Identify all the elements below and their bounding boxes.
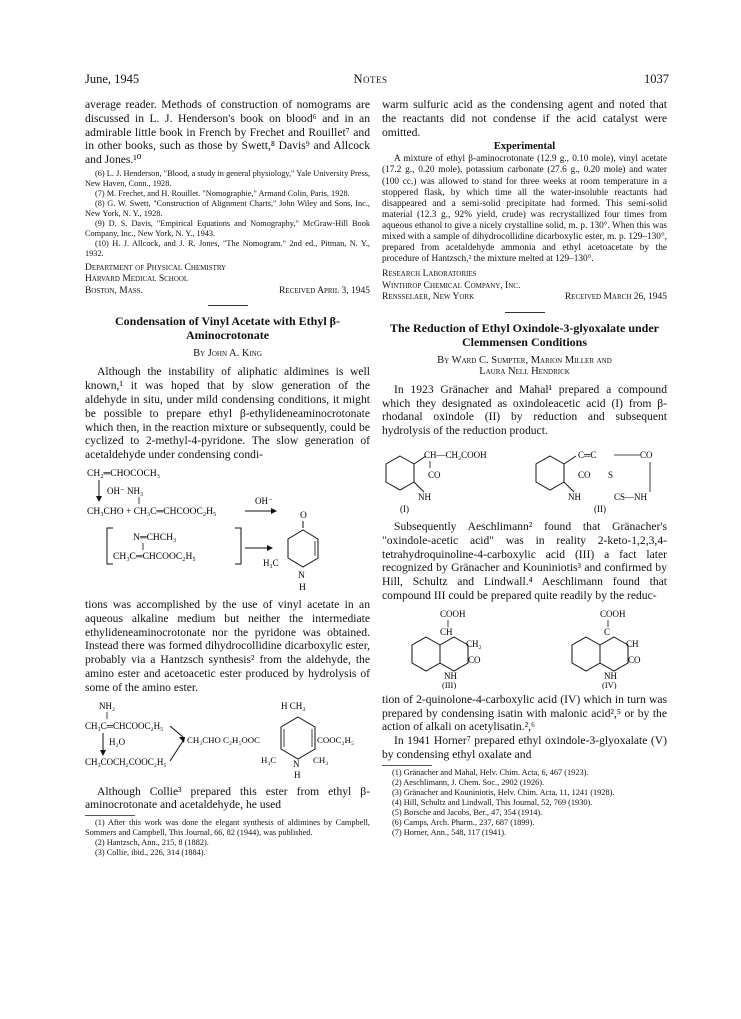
group-label: NH [604,670,617,681]
page-number: 1037 [644,72,669,86]
atom-label: H₃C [263,558,279,569]
atom-label: N [293,758,300,769]
reagent-label: OH⁻ NH₃ [107,486,144,497]
paragraph: Although the instability of aliphatic aldimines is well known,¹ it was hoped that by slow generation of the aldehyde in situ, under mild condensing conditions, it might be possible to prepare ethyl β-ethylideneaminocrotonate which then, in the reaction mixture or subsequently, could be cyclized to 2-methyl-4-pyridone. The slow generation of acetaldehyde under condensing condi- [85,365,370,462]
affiliation-line: Rensselaer, New York [382,292,475,303]
paragraph: Although Collie³ prepared this ester from ethyl β-aminocrotonate and acetaldehyde, he used [85,784,370,812]
reference: (9) D. S. Davis, "Empirical Equations and Nomography," McGraw-Hill Book Company, Inc., New York, N. Y., 1943. [85,218,370,238]
received-date: Received April 3, 1945 [278,285,370,296]
author-line: By John A. King [193,348,262,360]
reference: (3) Collie, ibid., 226, 314 (1884). [95,848,206,858]
reference: (7) M. Frechet, and H. Rouillet. "Nomographie," Armand Colin, Paris, 1928. [95,188,350,198]
affiliation [85,263,370,298]
paragraph: average reader. Methods of construction of nomograms are discussed in L. J. Henderson's book on blood⁶ and in an admirable little book in French by Frechet and Rouillet⁷ and in other books, such as those by Swett,⁸ Davis⁹ and Allcock and Jones.¹⁰ [85,98,370,167]
group-label: NH [418,492,431,503]
formula: H CH₃ [281,700,306,711]
formula: N═CHCH₃ [133,533,177,544]
running-date: June, 1945 [85,72,140,86]
reference: (8) G. W. Swett, "Construction of Alignment Charts," John Wiley and Sons, Inc., New York, N. Y., 1928. [85,198,370,218]
atom-label: H [299,583,306,594]
formula: CH₃CHO + CH₃C═CHCOOC₂H₅ [87,507,217,518]
compound-label: (I) [400,504,409,515]
formula: CH₃COCH₂COOC₂H₅ [85,756,167,767]
group-label: CO [428,470,441,481]
reference: (1) After this work was done the elegant synthesis of aldimines by Campbell, Sommers and Campbell, This Journal, 66, 82 (1944), was published. [85,818,370,838]
author-line: Laura Nell Hendrick [479,365,570,377]
reference: (6) L. J. Henderson, "Blood, a study in general physiology," Yale University Press, New Haven, Conn., 1928. [85,168,370,188]
group-label: CO [578,470,591,481]
formula: CH₃C═CHCOOC₂H₅ [85,720,164,731]
reference: (1) Gränacher and Mahal, Helv. Chim. Acta, 6, 467 (1923). [392,767,589,777]
paragraph: warm sulfuric acid as the condensing agent and noted that the reactants did not condense if the acid catalyst were omitted. [382,98,667,139]
paragraph: tions was accomplished by the use of vinyl acetate in an aqueous alkaline medium but neither the intermediate ethylideneaminocrotonate nor the pyridone was obtained. Instead there was formed dihydrocollidine dicarboxylic ester, probably via a Hantzsch synthesis² from the aldehyde, the amino ester and acetoacetic ester produced by hydrolysis of some of the amino ester. [85,598,370,694]
reaction-scheme-2 [85,699,370,781]
group-label: CO [640,450,653,461]
paragraph: Subsequently Aeschlimann² found that Gränacher's "oxindole-acetic acid" was in reality 2-keto-1,2,3,4-tetrahydroquinoline-4-carboxylic acid (III) a fact later recognized by Gränacher and Kouniniotis³ and confirmed by Hill, Schultz and Lindwall.⁴ Aeschlimann found that compound III could be prepared quite readily by the reduc- [382,520,667,602]
group-label: C═C [578,450,597,461]
structures-III-IV [382,607,667,689]
group-label: CO [468,654,481,665]
group-label: CH—CH₂COOH [424,450,487,461]
author-line: By Ward C. Sumpter, Marion Miller and [437,354,612,366]
atom-label: CH₃ [313,754,329,765]
paragraph: In 1941 Horner⁷ prepared ethyl oxindole-3-glyoxalate (V) by condensing ethyl oxalate and [382,734,667,761]
atom-label: N [298,571,305,582]
received-date: Received March 26, 1945 [564,292,667,303]
experimental-text: A mixture of ethyl β-aminocrotonate (12.9 g., 0.10 mole), vinyl acetate (17.2 g., 0.20 mole), potassium carbonate (27.6 g., 0.20 mole) and water (100 cc.) was allowed to stand for three weeks at room temperature in a stoppered flask, by which time all the water-insoluble reactants had disappeared and a semi-solid precipitate had formed. This semi-solid material (12.3 g., 92% yield, crude) was recrystallized four times from aqueous ethanol to give a nicely crystalline solid, m. p. 130°. When this was mixed with a sample of dihydrocollidine dicarboxylic ester, m. p. 129–130°, prepared from acetaldehyde ammonia and ethyl acetoacetate by the procedure of Hantzsch,² the mixture melted at 129–130°. [382,154,667,265]
affiliation-line: Harvard Medical School [85,274,189,285]
compound-label: (IV) [602,679,617,689]
paragraph: In 1923 Gränacher and Mahal¹ prepared a compound which they designated as oxindoleacetic acid (I) from β-rhodanal oxindole (II) by reduction and subsequent hydrolysis of the reduction product. [382,382,667,438]
paragraph: tion of 2-quinolone-4-carboxylic acid (IV) which in turn was prepared by condensing isatin with malonic acid²,⁵ or by the action of alkali on acetylisatin.²,⁶ [382,692,667,734]
right-column [382,98,667,838]
group-label: NH [568,492,581,503]
group-label: C [604,626,611,637]
atom-label: O [300,511,307,522]
group-label: CS—NH [614,492,648,503]
formula: CH₂═CHOCOCH₃ [87,469,161,480]
atom-label: H₃C [261,754,277,765]
reference: (2) Hantzsch, Ann., 215, 8 (1882). [95,838,209,848]
affiliation [382,269,667,304]
group-label: CH₂ [466,638,482,649]
group-label: COOH [440,608,466,619]
reference: (2) Aeschlimann, J. Chem. Soc., 2902 (1926). [392,777,545,787]
reference: (7) Horner, Ann., 548, 117 (1941). [392,827,507,837]
section-heading: Experimental [493,141,556,153]
group-label: NH [444,670,457,681]
formula: CH₃C═CHCOOC₂H₅ [113,552,196,563]
left-column [85,98,370,858]
atom-label: H [294,769,301,780]
affiliation-line: Research Laboratories [382,269,477,280]
reaction-scheme-1 [85,466,370,594]
article-title: The Reduction of Ethyl Oxindole-3-glyoxalate under Clemmensen Conditions [389,320,659,349]
structures-I-II [382,442,667,516]
footnotes [85,169,370,259]
reference: (10) H. J. Allcock, and J. R. Jones, "The Nomogram." 2nd ed., Pitman, N. Y., 1932. [85,238,370,258]
reagent-label: H₂O [109,736,126,747]
running-section: Notes [353,72,388,86]
affiliation-line: Department of Physical Chemistry [85,262,227,273]
divider [505,312,545,313]
reference: (3) Gränacher and Kouniniotis, Helv. Chim. Acta, 11, 1241 (1928). [392,787,615,797]
compound-label: (II) [594,504,606,515]
reference: (4) Hill, Schultz and Lindwall, This Journal, 52, 769 (1930). [392,797,593,807]
group-label: COOH [600,608,626,619]
formula: COOC₂H₅ [317,734,354,745]
formula: NH₂ [99,700,116,711]
divider [208,305,248,306]
compound-label: (III) [442,679,457,689]
group-label: S [608,470,614,481]
reference: (6) Camps, Arch. Pharm., 237, 687 (1899). [392,817,535,827]
group-label: CO [628,654,641,665]
affiliation-line: Winthrop Chemical Company, Inc. [382,280,521,291]
reagent-label: OH⁻ [255,496,273,507]
group-label: CH [440,626,453,637]
article-title: Condensation of Vinyl Acetate with Ethyl β-Aminocrotonate [115,314,340,343]
group-label: CH [626,638,639,649]
formula: CH₃CHO C₂H₅OOC [187,734,260,745]
affiliation-line: Boston, Mass. [85,285,143,296]
reference: (5) Borsche and Jacobs, Ber., 47, 354 (1914). [392,807,543,817]
